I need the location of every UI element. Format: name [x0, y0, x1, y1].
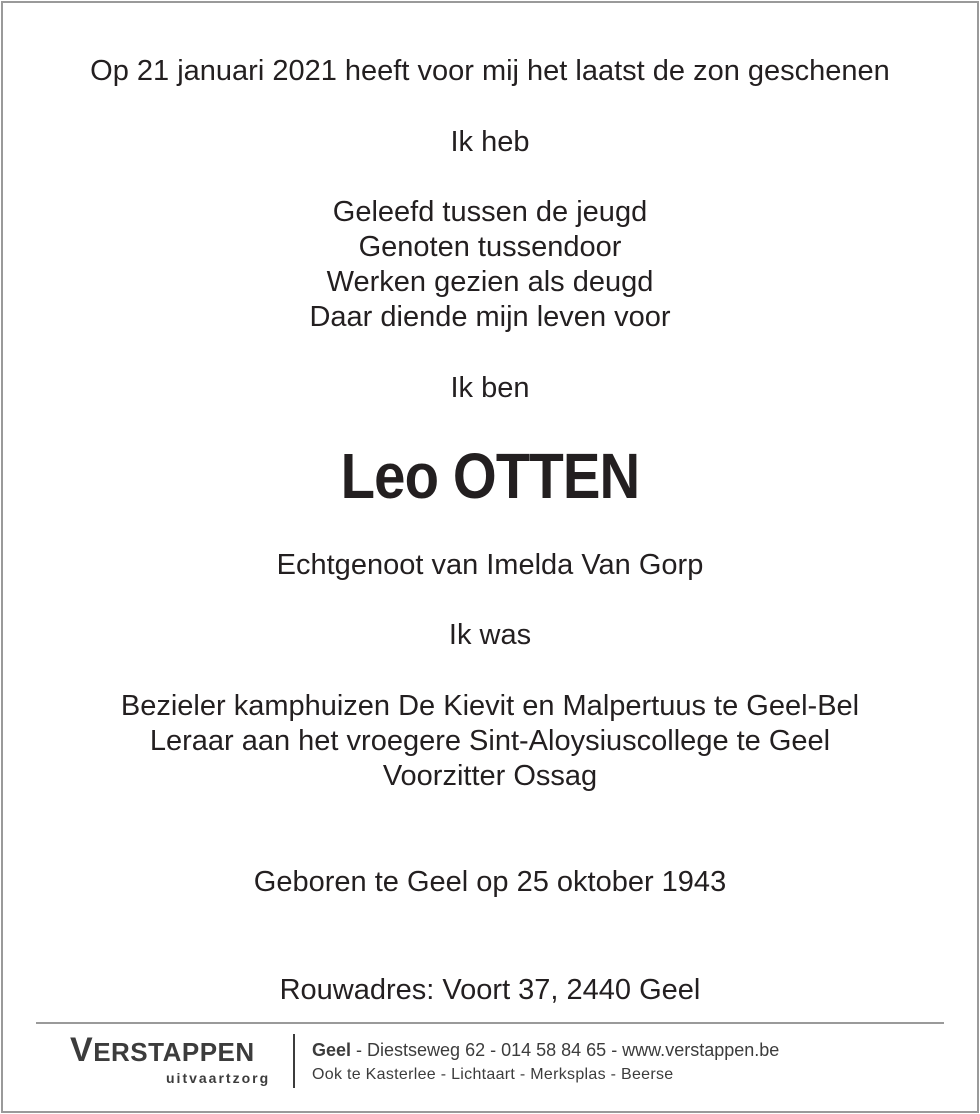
deceased-name: Leo OTTEN [340, 440, 640, 512]
contact-details: - Diestseweg 62 - 014 58 84 65 - www.verstappen.be [351, 1040, 780, 1060]
footer-divider [36, 1022, 944, 1024]
intro-line: Op 21 januari 2021 heeft voor mij het laatst de zon geschenen [90, 55, 890, 87]
other-locations: Ook te Kasterlee - Lichtaart - Merksplas - Beerse [312, 1066, 674, 1083]
poem-line-4: Daar diende mijn leven voor [309, 301, 671, 333]
poem-line-3: Werken gezien als deugd [326, 266, 654, 298]
footer-separator [293, 1034, 295, 1088]
ik-ben-line: Ik ben [450, 372, 530, 404]
poem-line-2: Genoten tussendoor [358, 231, 622, 263]
role-line-1: Bezieler kamphuizen De Kievit en Malpertuus te Geel-Bel [120, 690, 860, 722]
address-line: Rouwadres: Voort 37, 2440 Geel [279, 974, 701, 1006]
birth-line: Geboren te Geel op 25 oktober 1943 [253, 866, 727, 898]
spouse-line: Echtgenoot van Imelda Van Gorp [276, 549, 704, 581]
role-line-3: Voorzitter Ossag [382, 760, 598, 792]
logo-rest: ERSTAPPEN [93, 1037, 255, 1067]
contact-city: Geel [312, 1040, 352, 1060]
ik-heb-line: Ik heb [450, 126, 530, 158]
contact-line [312, 1038, 779, 1062]
ik-was-line: Ik was [448, 619, 532, 651]
role-line-2: Leraar aan het vroegere Sint-Aloysiuscollege te Geel [149, 725, 831, 757]
logo-first-letter: V [70, 1031, 94, 1069]
poem-line-1: Geleefd tussen de jeugd [332, 196, 648, 228]
logo-subtitle: uitvaartzorg [166, 1070, 271, 1086]
funeral-home-logo [70, 1030, 255, 1072]
